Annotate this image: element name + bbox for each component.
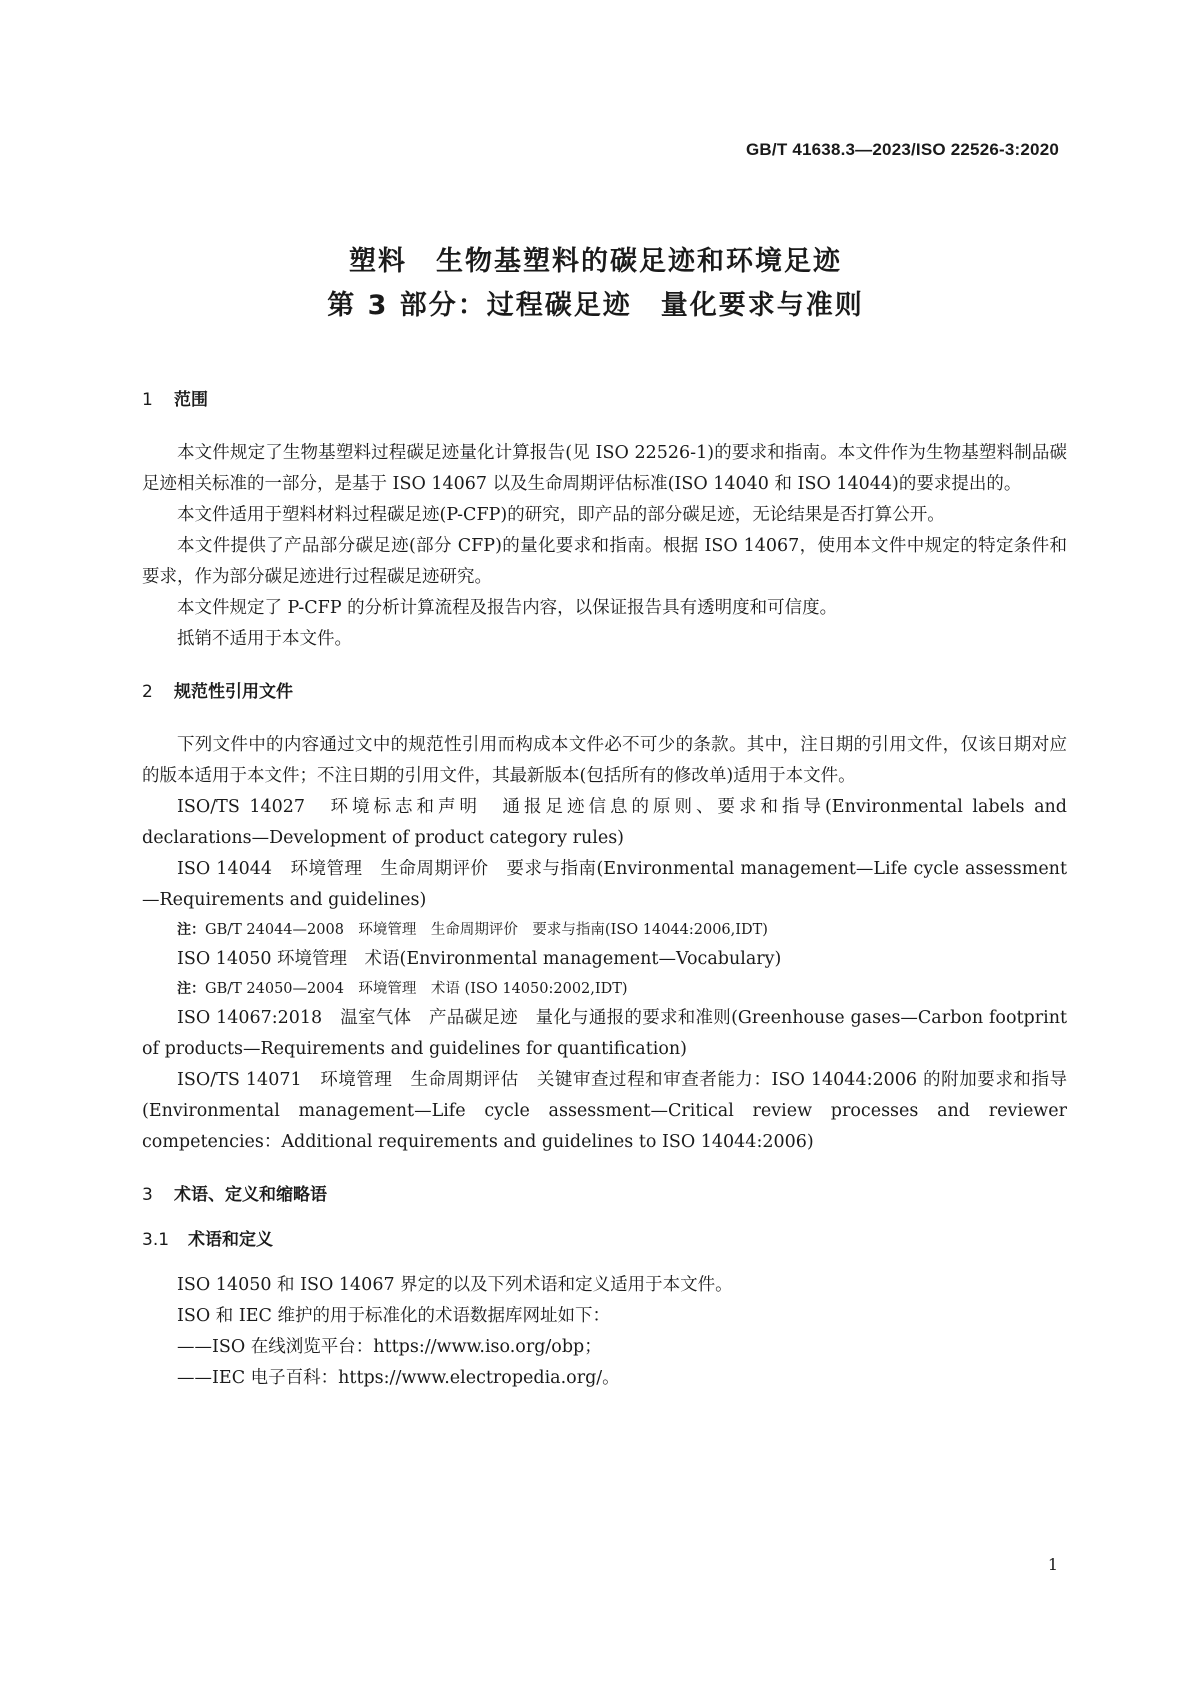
section-2-heading [142, 677, 1067, 708]
note-label: 注： [177, 981, 205, 997]
section-1-heading [142, 385, 1067, 416]
paragraph: ISO 和 IEC 维护的用于标准化的术语数据库网址如下： [177, 1306, 611, 1326]
section-title: 范围 [174, 390, 208, 410]
subsection-3-1-heading [142, 1225, 1067, 1256]
reference-item: ISO/TS 14071 环境管理 生命周期评估 关键审查过程和审查者能力：ISO 14044:2006 的附加要求和指导(Environmental management—Life cycle assessment—Critical review processes and reviewer competencies：Additional requirements and guidelines to ISO 14044:2006) [142, 1070, 1067, 1152]
section-number: 1 [142, 390, 153, 410]
dash-list-item: ——IEC 电子百科：https://www.electropedia.org/。 [177, 1368, 620, 1388]
reference-item: ISO 14067:2018 温室气体 产品碳足迹 量化与通报的要求和准则(Greenhouse gases—Carbon footprint of products—Requirements and guidelines for quantification) [142, 1008, 1067, 1059]
document-title [0, 240, 1191, 328]
paragraph: 下列文件中的内容通过文中的规范性引用而构成本文件必不可少的条款。其中，注日期的引用文件，仅该日期对应的版本适用于本文件；不注日期的引用文件，其最新版本(包括所有的修改单)适用于本文件。 [142, 735, 1067, 786]
title-line-1: 塑料 生物基塑料的碳足迹和环境足迹 [349, 246, 842, 277]
title-line-2: 第 3 部分：过程碳足迹 量化要求与准则 [327, 290, 864, 321]
standard-code: GB/T 41638.3—2023/ISO 22526-3:2020 [746, 140, 1059, 159]
section-number: 3 [142, 1185, 153, 1205]
section-title: 术语、定义和缩略语 [174, 1185, 327, 1205]
paragraph: 本文件提供了产品部分碳足迹(部分 CFP)的量化要求和指南。根据 ISO 14067，使用本文件中规定的特定条件和要求，作为部分碳足迹进行过程碳足迹研究。 [142, 536, 1067, 587]
paragraph: 本文件适用于塑料材料过程碳足迹(P-CFP)的研究，即产品的部分碳足迹，无论结果是否打算公开。 [177, 505, 945, 525]
note [142, 975, 1067, 1003]
subsection-number: 3.1 [142, 1230, 170, 1250]
note-text: GB/T 24050—2004 环境管理 术语 (ISO 14050:2002,IDT) [205, 981, 628, 997]
section-3-heading [142, 1180, 1067, 1211]
document-body [142, 385, 1067, 1394]
note-text: GB/T 24044—2008 环境管理 生命周期评价 要求与指南(ISO 14044:2006,IDT) [205, 922, 768, 938]
note [142, 916, 1067, 944]
paragraph: 抵销不适用于本文件。 [177, 629, 352, 649]
section-title: 规范性引用文件 [174, 682, 293, 702]
subsection-title: 术语和定义 [188, 1230, 273, 1250]
paragraph: 本文件规定了 P-CFP 的分析计算流程及报告内容，以保证报告具有透明度和可信度。 [177, 598, 838, 618]
paragraph: 本文件规定了生物基塑料过程碳足迹量化计算报告(见 ISO 22526-1)的要求和指南。本文件作为生物基塑料制品碳足迹相关标准的一部分，是基于 ISO 14067 以及生命周期评估标准(ISO 14040 和 ISO 14044)的要求提出的。 [142, 443, 1067, 494]
reference-item: ISO/TS 14027 环境标志和声明 通报足迹信息的原则、要求和指导(Environmental labels and declarations—Development of product category rules) [142, 797, 1067, 848]
reference-item: ISO 14044 环境管理 生命周期评价 要求与指南(Environmental management—Life cycle assessment—Requirements and guidelines) [142, 859, 1067, 910]
section-number: 2 [142, 682, 153, 702]
note-label: 注： [177, 922, 205, 938]
dash-list-item: ——ISO 在线浏览平台：https://www.iso.org/obp； [177, 1337, 602, 1357]
paragraph: ISO 14050 和 ISO 14067 界定的以及下列术语和定义适用于本文件。 [177, 1275, 733, 1295]
page-number: 1 [1047, 1555, 1058, 1574]
reference-item: ISO 14050 环境管理 术语(Environmental management—Vocabulary) [177, 949, 782, 969]
